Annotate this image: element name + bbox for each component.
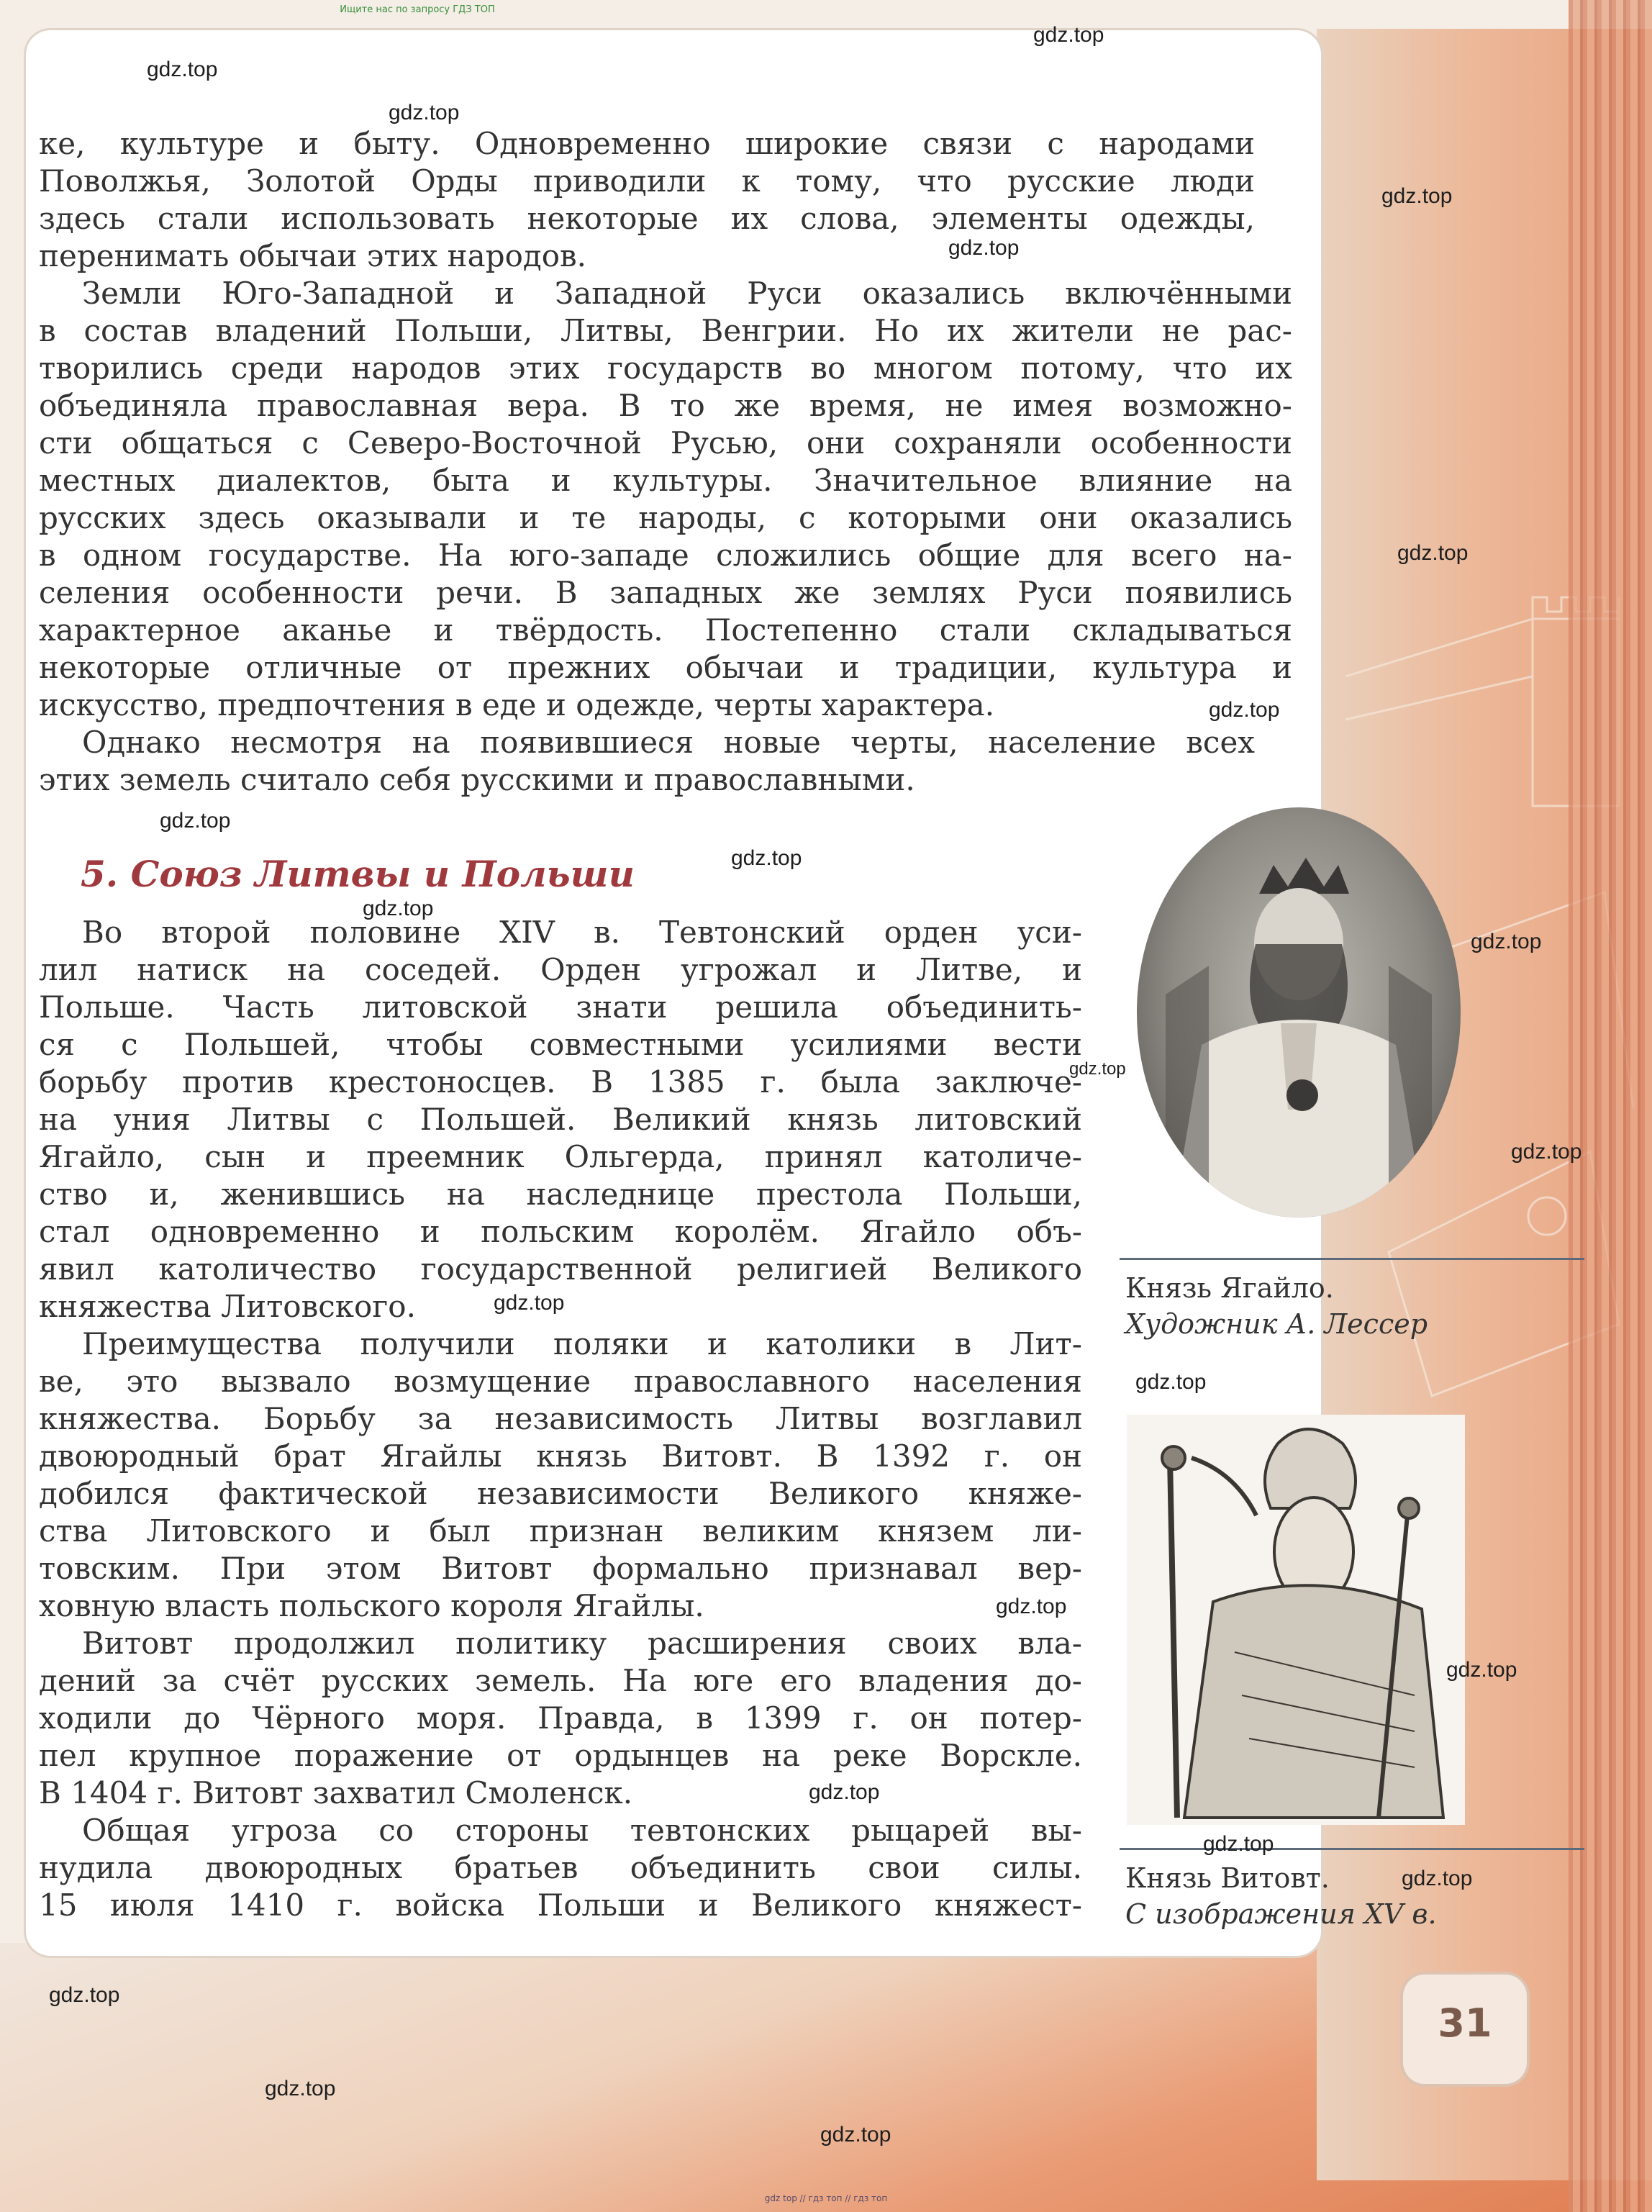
watermark: gdz.top: [147, 58, 218, 81]
text-line: Однако несмотря на появившиеся новые черты, население всех: [82, 725, 1255, 760]
watermark: gdz.top: [1209, 698, 1280, 722]
text-line: ве, это вызвало возмущение православного населения: [39, 1364, 1082, 1399]
text-line: ся с Польшей, чтобы совместными усилиями вести: [39, 1027, 1082, 1062]
text-line: пел крупное поражение от ордынцев на реке Ворскле.: [39, 1738, 1082, 1773]
text-line: в состав владений Польши, Литвы, Венгрии. Но их жители не рас-: [39, 313, 1292, 348]
watermark: gdz.top: [49, 1983, 120, 2007]
paragraph-3: [39, 724, 1255, 799]
text-line: 15 июля 1410 г. войска Польши и Великого княжест-: [39, 1887, 1082, 1923]
text-line: ства Литовского и был признан великим князем ли-: [39, 1513, 1082, 1549]
watermark: gdz.top: [820, 2123, 891, 2147]
text-line: русских здесь оказывали и те народы, с которыми они оказались: [39, 500, 1292, 535]
caption-jagailo-title: Князь Ягайло.: [1125, 1272, 1334, 1304]
caption-vitovt-title: Князь Витовт.: [1125, 1862, 1330, 1894]
watermark: gdz.top: [1381, 184, 1453, 208]
text-line: Поволжья, Золотой Орды приводили к тому, что русские люди: [39, 163, 1255, 199]
text-line: товским. При этом Витовт формально признавал вер-: [39, 1551, 1082, 1586]
watermark: gdz.top: [1402, 1867, 1473, 1890]
watermark: gdz.top: [494, 1291, 565, 1315]
text-line: двоюродный брат Ягайлы князь Витовт. В 1392 г. он: [39, 1438, 1082, 1474]
caption-rule-vitovt: [1120, 1848, 1584, 1850]
watermark: gdz.top: [160, 809, 231, 833]
jagailo-portrait: [1137, 807, 1461, 1218]
watermark: gdz.top: [389, 101, 460, 124]
text-line: местных диалектов, быта и культуры. Значительное влияние на: [39, 463, 1292, 498]
text-line: В 1404 г. Витовт захватил Смоленск.: [39, 1775, 633, 1810]
paragraph-2: [39, 275, 1292, 724]
text-line: стал одновременно и польским королём. Ягайло объ-: [39, 1214, 1082, 1249]
section-heading: 5. Союз Литвы и Польши: [81, 853, 635, 895]
section-paragraph-3: [39, 1625, 1082, 1812]
section-paragraph-2: [39, 1325, 1082, 1625]
page-edge-stripes: [1569, 0, 1652, 2212]
watermark: gdz.top: [1446, 1658, 1517, 1682]
text-line: Во второй половине XIV в. Тевтонский орден уси-: [82, 915, 1082, 950]
watermark: gdz.top: [809, 1780, 880, 1804]
text-line: явил католичество государственной религией Великого: [39, 1251, 1082, 1287]
watermark: gdz.top: [1069, 1059, 1126, 1079]
text-line: дений за счёт русских земель. На юге его владения до-: [39, 1663, 1082, 1698]
watermark: gdz.top: [1471, 930, 1542, 953]
vitovt-figure-icon: [1127, 1415, 1465, 1825]
vitovt-portrait: [1127, 1415, 1465, 1825]
text-line: сти общаться с Северо-Восточной Русью, они сохраняли особенности: [39, 425, 1292, 461]
text-line: некоторые отличные от прежних обычаи и традиции, культура и: [39, 650, 1292, 685]
section-paragraph-4: [39, 1812, 1082, 1924]
watermark: gdz.top: [363, 897, 434, 920]
text-line: княжества. Борьбу за независимость Литвы возглавил: [39, 1401, 1082, 1436]
text-line: характерное аканье и твёрдость. Постепенно стали складываться: [39, 612, 1292, 648]
jagailo-figure-icon: [1137, 807, 1461, 1218]
text-line: борьбу против крестоносцев. В 1385 г. была заключе-: [39, 1064, 1082, 1100]
text-line: здесь стали использовать некоторые их слова, элементы одежды,: [39, 201, 1255, 236]
caption-jagailo-author: Художник А. Лессер: [1125, 1308, 1428, 1340]
watermark: gdz.top: [265, 2077, 336, 2100]
text-line: селения особенности речи. В западных же землях Руси появились: [39, 575, 1292, 610]
text-line: Ягайло, сын и преемник Ольгерда, принял католиче-: [39, 1139, 1082, 1174]
text-line: ство и, женившись на наследнице престола Польши,: [39, 1177, 1082, 1212]
text-line: искусство, предпочтения в еде и одежде, черты характера.: [39, 687, 995, 722]
text-line: ховную власть польского короля Ягайлы.: [39, 1588, 704, 1623]
watermark: gdz.top: [731, 846, 802, 870]
text-line: этих земель считало себя русскими и православными.: [39, 762, 915, 797]
watermark: gdz.top: [996, 1595, 1067, 1618]
paragraph-1: [39, 125, 1255, 275]
top-search-note: Ищите нас по запросу ГДЗ ТОП: [340, 4, 495, 15]
text-line: Общая угроза со стороны тевтонских рыцарей вы-: [82, 1813, 1082, 1848]
watermark: gdz.top: [1033, 23, 1104, 47]
text-line: на уния Литвы с Польшей. Великий князь литовский: [39, 1102, 1082, 1137]
text-line: в одном государстве. На юго-западе сложились общие для всего на-: [39, 538, 1292, 573]
text-line: ходили до Чёрного моря. Правда, в 1399 г. он потер-: [39, 1700, 1082, 1736]
text-line: творились среди народов этих государств во многом потому, что их: [39, 350, 1292, 386]
watermark: gdz.top: [1135, 1370, 1207, 1394]
text-line: перенимать обычаи этих народов.: [39, 238, 587, 273]
section-paragraph-1: [39, 914, 1082, 1325]
text-line: княжества Литовского.: [39, 1289, 416, 1324]
watermark: gdz.top: [1203, 1832, 1274, 1856]
text-line: лил натиск на соседей. Орден угрожал и Литве, и: [39, 952, 1082, 987]
caption-vitovt-source: С изображения XV в.: [1125, 1898, 1437, 1930]
text-line: объединяла православная вера. В то же время, не имея возможно-: [39, 388, 1292, 423]
page-number-box: [1403, 1975, 1527, 2084]
page-number: 31: [1438, 2000, 1492, 2046]
watermark: gdz.top: [948, 236, 1020, 260]
text-line: нудила двоюродных братьев объединить свои силы.: [39, 1850, 1082, 1885]
text-line: Польше. Часть литовской знати решила объединить-: [39, 989, 1082, 1025]
text-line: Земли Юго-Западной и Западной Руси оказались включёнными: [82, 276, 1292, 311]
watermark: gdz.top: [1397, 541, 1469, 565]
bottom-note: gdz top // гдз топ // гдз топ: [764, 2193, 888, 2203]
text-line: Витовт продолжил политику расширения своих вла-: [82, 1626, 1082, 1661]
text-line: Преимущества получили поляки и католики в Лит-: [82, 1326, 1082, 1361]
text-line: добился фактической независимости Великого княже-: [39, 1476, 1082, 1511]
text-line: ке, культуре и быту. Одновременно широкие связи с народами: [39, 126, 1255, 161]
caption-rule-jagailo: [1120, 1258, 1584, 1260]
watermark: gdz.top: [1511, 1140, 1582, 1164]
